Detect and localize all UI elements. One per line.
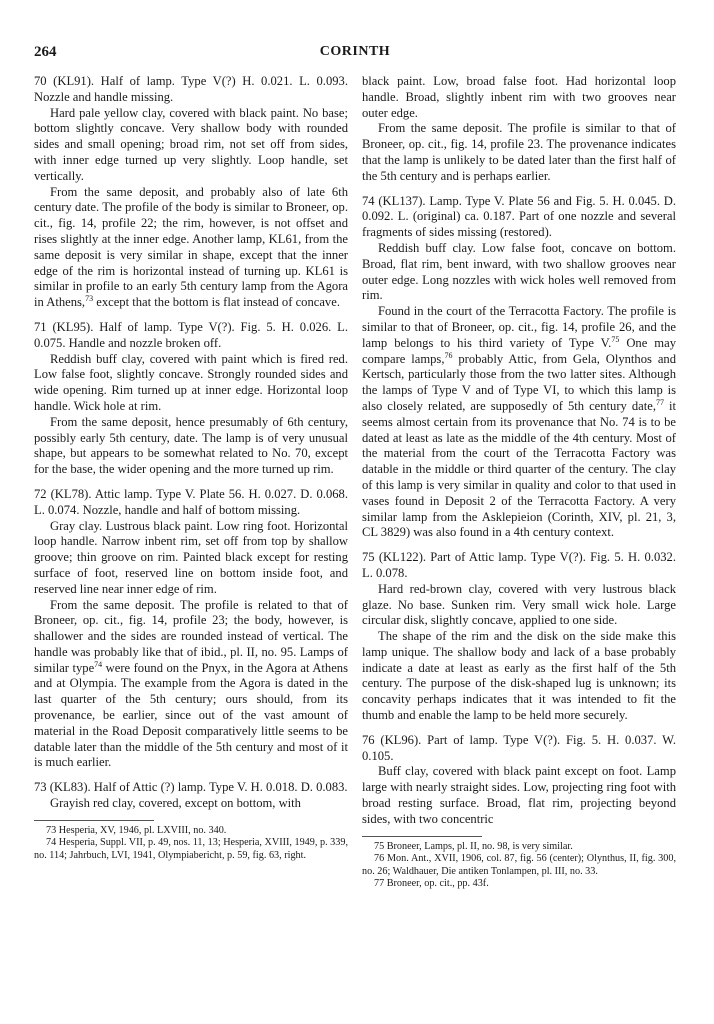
entry-74-discussion-part3: probably Attic, from Gela, Olynthos and Kertsch, particularly those from the two latter sites. Although the lamps of Type V and of Type VI, to which this lamp is also closely related, are supposedly of 5th century date,: [362, 351, 677, 413]
entry-70-heading: 70 (KL91). Half of lamp. Type V(?) H. 0.021. L. 0.093. Nozzle and handle missing.: [34, 74, 348, 104]
entry-75-description: Hard red-brown clay, covered with very lustrous black glaze. No base. Sunken rim. Very small wick hole. Large circular disk, slightly concave, applied to one side.: [362, 581, 676, 628]
footnote-74: 74 Hesperia, Suppl. VII, p. 49, nos. 11, 13; Hesperia, XVIII, 1949, p. 339, no. 114; Jahrbuch, LVI, 1941, Olympiabericht, p. 59, fig. 63, right.: [34, 837, 348, 861]
footnote-77: 77 Broneer, op. cit., pp. 43f.: [374, 878, 489, 890]
footnote-75: 75 Broneer, Lamps, pl. II, no. 98, is very similar.: [374, 840, 573, 852]
entry-75-discussion: The shape of the rim and the disk on the side make this lamp unique. The shallow body and lack of a base probably indicate a date at least as early as the first half of the 5th century. The purpose of the disk-shaped lug is unknown; its concavity perhaps indicates that it was intended to fit the thumb and enable the lamp to be held more securely.: [362, 629, 676, 723]
entry-71-description: Reddish buff clay, covered with paint which is fired red. Low false foot, slightly concave. Strongly rounded sides and wide opening. Rim turned up at inner edge. Horizontal loop handle. Wick hole at rim.: [34, 351, 348, 413]
footnote-ref-76[interactable]: 76: [444, 350, 453, 360]
entry-76-description: Buff clay, covered with black paint except on foot. Lamp large with nearly straight sides. Low, projecting ring foot with broad resting surface. Broad, flat rim, projecting beyond sides, with two concentric: [362, 764, 676, 826]
page-number: 264: [34, 44, 57, 60]
entry-75-heading: 75 (KL122). Part of Attic lamp. Type V(?). Fig. 5. H. 0.032. L. 0.078.: [362, 550, 676, 580]
entry-74-heading: 74 (KL137). Lamp. Type V. Plate 56 and Fig. 5. H. 0.045. D. 0.092. L. (original) ca. 0.187. Part of one nozzle and several fragments of sides missing (restored).: [362, 193, 676, 240]
entry-71-discussion: From the same deposit, hence presumably of 6th century, possibly early 5th century, date. The lamp is of very unusual shape, but appears to be somewhat related to No. 70, except for the base, the wider opening and the more turned up rim.: [34, 414, 348, 477]
entry-71-heading: 71 (KL95). Half of lamp. Type V(?). Fig. 5. H. 0.026. L. 0.075. Handle and nozzle broken off.: [34, 319, 348, 350]
entry-76-heading: 76 (KL96). Part of lamp. Type V(?). Fig. 5. H. 0.037. W. 0.105.: [362, 732, 676, 763]
entry-73-continuation: black paint. Low, broad false foot. Had horizontal loop handle. Broad, slightly inbent rim with two grooves near outer edge.: [362, 74, 676, 120]
footnote-divider: [362, 836, 482, 837]
entry-74-discussion-part2: One may compare lamps,: [362, 335, 676, 366]
footnote-divider: [34, 820, 154, 821]
entry-72-discussion-part2: were found on the Pnyx, in the Agora at Athens and at Olympia. The example from the Agora is dated in the last quarter of the 5th century; ours should, from its provenance, be earlier, since out of the vast amount of material in the Road Deposit comparatively little seems to be datable later than the middle of the 5th century and most of it is much earlier.: [34, 660, 348, 770]
entry-70-discussion-part2: except that the bottom is flat instead of concave.: [93, 295, 340, 310]
footnote-ref-75[interactable]: 75: [611, 334, 620, 344]
entry-72-description: Gray clay. Lustrous black paint. Low ring foot. Horizontal loop handle. Narrow inbent rim, set off from top by shallow groove; thin groove on rim. Painted black except for resting surface of foot, reserved line on bottom inside foot, and reserved line near inner edge of rim.: [34, 518, 348, 596]
entry-74-description: Reddish buff clay. Low false foot, concave on bottom. Broad, flat rim, bent inward, with two shallow grooves near outer edge. Long nozzles with wick holes well removed from rim.: [362, 240, 676, 303]
entry-73-discussion: From the same deposit. The profile is similar to that of Broneer, op. cit., fig. 14, profile 23. The provenance indicates that the lamp is unlikely to be dated later than the first half of the 5th century and is perhaps earlier.: [362, 121, 676, 183]
entry-72-heading: 72 (KL78). Attic lamp. Type V. Plate 56. H. 0.027. D. 0.068. L. 0.074. Nozzle, handle and half of bottom missing.: [34, 486, 348, 517]
entry-72-discussion: [34, 598, 348, 772]
footnote-ref-73[interactable]: 73: [85, 293, 94, 303]
entry-70-discussion-part1: From the same deposit, and probably also of late 6th century date. The profile of the body is similar to Broneer, op. cit., fig. 14, profile 22; the rim, however, is not offset and rises slightly at the inner edge. Another lamp, KL61, from the same deposit is very similar in shape, except that the inner edge of the rim is horizontal instead of turning up. KL61 is similar in profile to an early 5th century lamp from the Agora in Athens,: [34, 184, 348, 310]
entry-70-discussion: [34, 185, 348, 311]
entry-74-discussion-part4: it seems almost certain from its provenance that No. 74 is to be dated at least as late as the middle of the 4th century. Most of the material from the court of the Terracotta Factory was datable in the middle or third quarter of the century. The clay of this lamp is very similar in quality and color to that used in vases found in Deposit 2 of the Terracotta Factory. A very similar lamp from the Asklepieion (Corinth, XIV, pl. 21, 3, CL 3829) was also found in a 4th century context.: [362, 398, 676, 540]
footnote-76: 76 Mon. Ant., XVII, 1906, col. 87, fig. 56 (center); Olynthus, II, fig. 300, no. 26; Waldhauer, Die antiken Tonlampen, pl. III, no. 33.: [362, 853, 676, 877]
footnote-ref-74[interactable]: 74: [94, 659, 103, 669]
footnote-73: 73 Hesperia, XV, 1946, pl. LXVIII, no. 340.: [46, 824, 227, 836]
running-head-title: CORINTH: [319, 44, 391, 59]
page-header: [34, 44, 676, 64]
entry-73-description: Grayish red clay, covered, except on bottom, with: [50, 796, 301, 811]
right-column: [362, 74, 676, 891]
footnote-ref-77[interactable]: 77: [655, 397, 664, 407]
entry-70-description: Hard pale yellow clay, covered with black paint. No base; bottom slightly concave. Very shallow body with rounded sides and small opening; broad rim, not set off from sides, with inner edge turned up very slightly. Loop handle, set vertically.: [34, 105, 348, 183]
entry-74-discussion: [362, 304, 676, 541]
entry-72-discussion-part1: From the same deposit. The profile is related to that of Broneer, op. cit., fig. 14, profile 23; the body, however, is shallower and the sides are rounded instead of vertical. The handle was probably like that of ibid., pl. II, no. 95. Lamps of similar type: [34, 597, 348, 675]
entry-74-discussion-part1: Found in the court of the Terracotta Factory. The profile is similar to that of Broneer, op. cit., fig. 14, profile 26, and the lamp belongs to his third variety of Type V.: [362, 304, 676, 350]
entry-73-heading: 73 (KL83). Half of Attic (?) lamp. Type V. H. 0.018. D. 0.083.: [34, 780, 348, 795]
left-column: [34, 74, 348, 862]
